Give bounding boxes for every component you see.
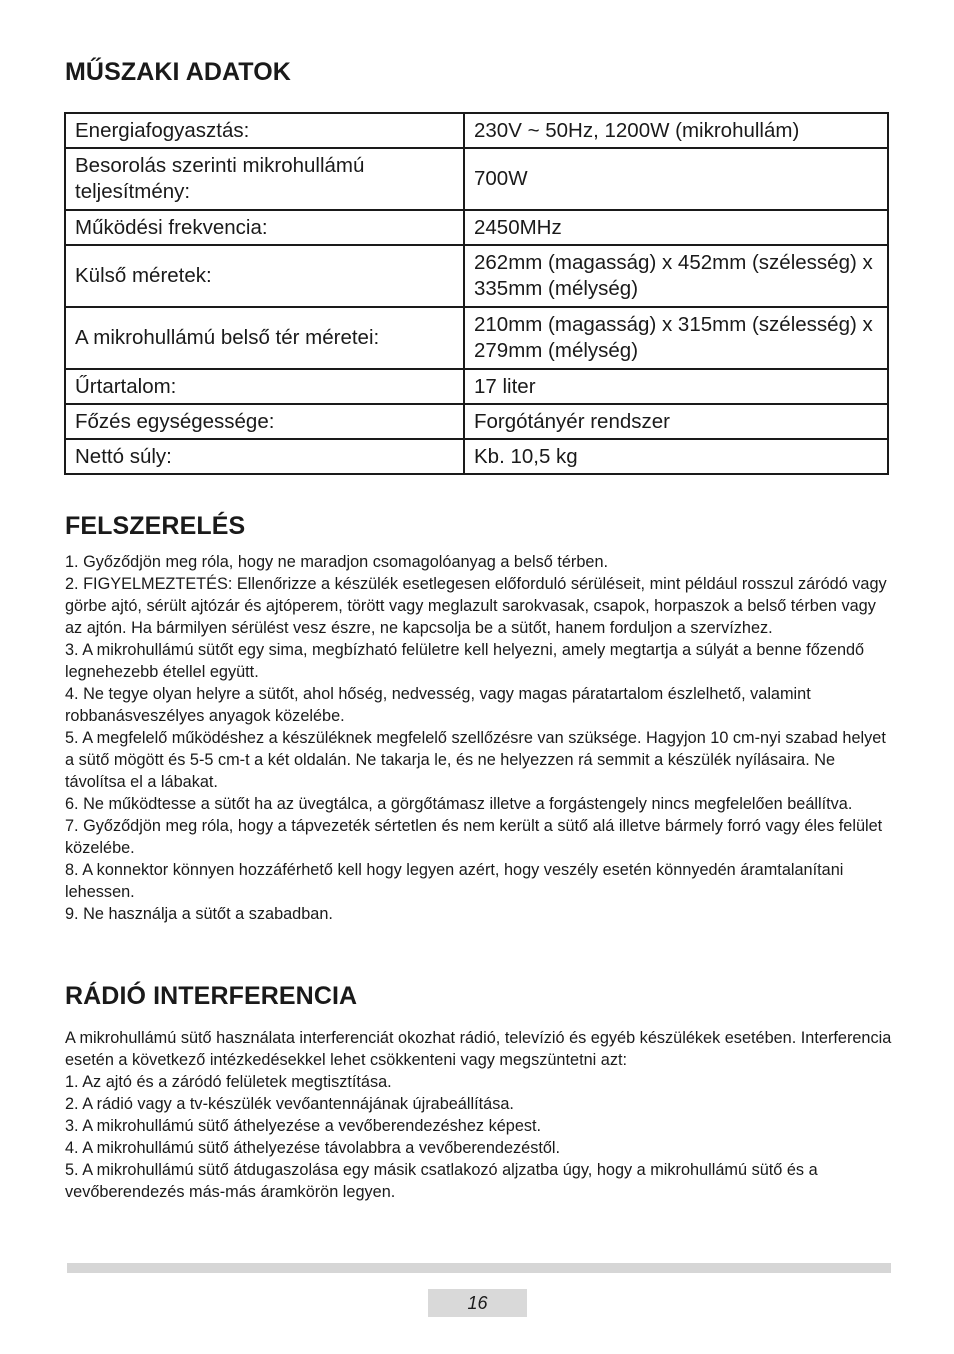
list-item: 1. Győződjön meg róla, hogy ne maradjon csomagolóanyag a belső térben. [65, 553, 609, 571]
radio-title: RÁDIÓ INTERFERENCIA [65, 982, 358, 1010]
spec-label: Űrtartalom: [65, 369, 464, 404]
spec-value: 210mm (magasság) x 315mm (szélesség) x 279mm (mélység) [464, 307, 888, 369]
spec-value: Forgótányér rendszer [464, 404, 888, 439]
list-item: 7. Győződjön meg róla, hogy a tápvezeték sértetlen és nem került a sütő alá illetve bármely forró vagy éles felület közelébe. [65, 817, 883, 857]
list-item: 2. FIGYELMEZTETÉS: Ellenőrizze a készülék esetlegesen előforduló sérüléseit, mint például rosszul záródó vagy görbe ajtó, sérült ajtózár és ajtóperem, törött vagy meglazult sarokvasak, csapok, horpaszok a belső térben vagy az ajtón. Ha bármilyen sérülést vesz észre, ne kapcsolja be a sütőt, hanem forduljon a szervízhez. [65, 575, 887, 637]
table-row [65, 210, 888, 245]
spec-value: 230V ~ 50Hz, 1200W (mikrohullám) [464, 113, 888, 148]
spec-label: Főzés egységessége: [65, 404, 464, 439]
spec-value: 2450MHz [464, 210, 888, 245]
footer-divider [67, 1263, 891, 1273]
list-item: 9. Ne használja a sütőt a szabadban. [65, 905, 333, 923]
list-item: 3. A mikrohullámú sütőt egy sima, megbízható felületre kell helyezni, amely megtartja a súlyát a benne főzendő legnehezebb étellel együtt. [65, 641, 865, 681]
table-row [65, 113, 888, 148]
list-item: 3. A mikrohullámú sütő áthelyezése a vevőberendezéshez képest. [65, 1117, 542, 1135]
list-item: 4. Ne tegye olyan helyre a sütőt, ahol hőség, nedvesség, vagy magas páratartalom észlelhető, valamint robbanásveszélyes anyagok közelébe. [65, 685, 811, 725]
table-row [65, 369, 888, 404]
install-title: FELSZERELÉS [65, 512, 246, 540]
specs-table [64, 112, 889, 475]
list-item: 5. A mikrohullámú sütő átdugaszolása egy másik csatlakozó aljzatba úgy, hogy a mikrohullámú sütő és a vevőberendezés más-más áramkörön legyen. [65, 1161, 818, 1201]
spec-label: Nettó súly: [65, 439, 464, 474]
list-item: 1. Az ajtó és a záródó felületek megtisztítása. [65, 1073, 392, 1091]
radio-section [65, 1027, 895, 1203]
table-row [65, 148, 888, 210]
list-item: 6. Ne működtesse a sütőt ha az üvegtálca, a görgőtámasz illetve a forgástengely nincs megfelelően beállítva. [65, 795, 853, 813]
spec-value: 17 liter [464, 369, 888, 404]
install-list [65, 551, 895, 925]
list-item: 4. A mikrohullámú sütő áthelyezése távolabbra a vevőberendezéstől. [65, 1139, 561, 1157]
spec-label: Működési frekvencia: [65, 210, 464, 245]
spec-value: 262mm (magasság) x 452mm (szélesség) x 335mm (mélység) [464, 245, 888, 307]
page-number: 16 [428, 1289, 527, 1317]
list-item: 5. A megfelelő működéshez a készüléknek megfelelő szellőzésre van szüksége. Hagyjon 10 cm-nyi szabad helyet a sütő mögött és 5-5 cm-t a két oldalán. Ne takarja le, és ne helyezzen rá semmit a készülék nyílásaira. Ne távolítsa el a lábakat. [65, 729, 886, 791]
table-row [65, 307, 888, 369]
specs-title: MŰSZAKI ADATOK [65, 58, 291, 86]
table-row [65, 439, 888, 474]
spec-label: Besorolás szerinti mikrohullámú teljesítmény: [65, 148, 464, 210]
spec-label: A mikrohullámú belső tér méretei: [65, 307, 464, 369]
spec-value: Kb. 10,5 kg [464, 439, 888, 474]
spec-value: 700W [464, 148, 888, 210]
list-item: 2. A rádió vagy a tv-készülék vevőantennájának újrabeállítása. [65, 1095, 514, 1113]
list-item: 8. A konnektor könnyen hozzáférhető kell hogy legyen azért, hogy veszély esetén könnyedén áramtalanítani lehessen. [65, 861, 844, 901]
table-row [65, 404, 888, 439]
spec-label: Külső méretek: [65, 245, 464, 307]
spec-label: Energiafogyasztás: [65, 113, 464, 148]
radio-intro: A mikrohullámú sütő használata interferenciát okozhat rádió, televízió és egyéb készülékek esetében. Interferencia esetén a következő intézkedésekkel lehet csökkenteni vagy megszüntetni azt: [65, 1029, 892, 1069]
table-row [65, 245, 888, 307]
